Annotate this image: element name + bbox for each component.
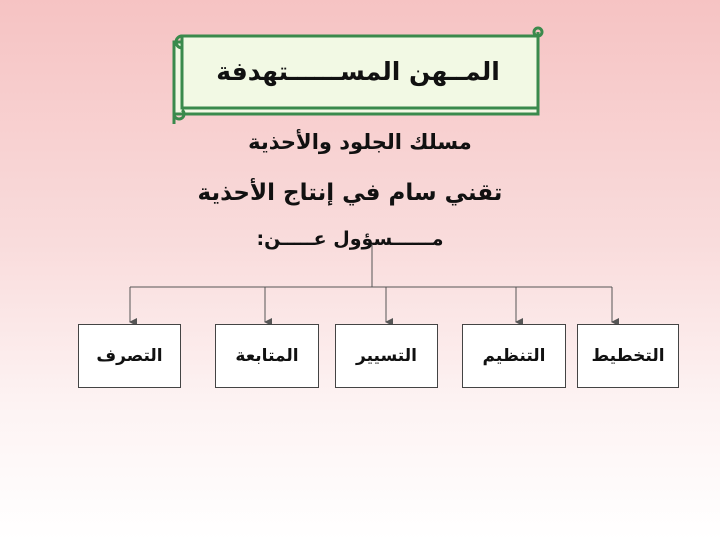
box-managing: التسيير	[335, 324, 438, 388]
job-title: تقني سام في إنتاج الأحذية	[197, 180, 503, 206]
track-title: مسلك الجلود والأحذية	[248, 130, 472, 154]
box-organizing: التنظيم	[462, 324, 566, 388]
box-handling: التصرف	[78, 324, 181, 388]
box-monitoring: المتابعة	[215, 324, 319, 388]
responsible-for-label: مــــــسؤول عـــــن:	[256, 228, 444, 250]
box-planning: التخطيط	[577, 324, 679, 388]
banner-title: المــهن المســــــتهدفة	[216, 57, 500, 86]
